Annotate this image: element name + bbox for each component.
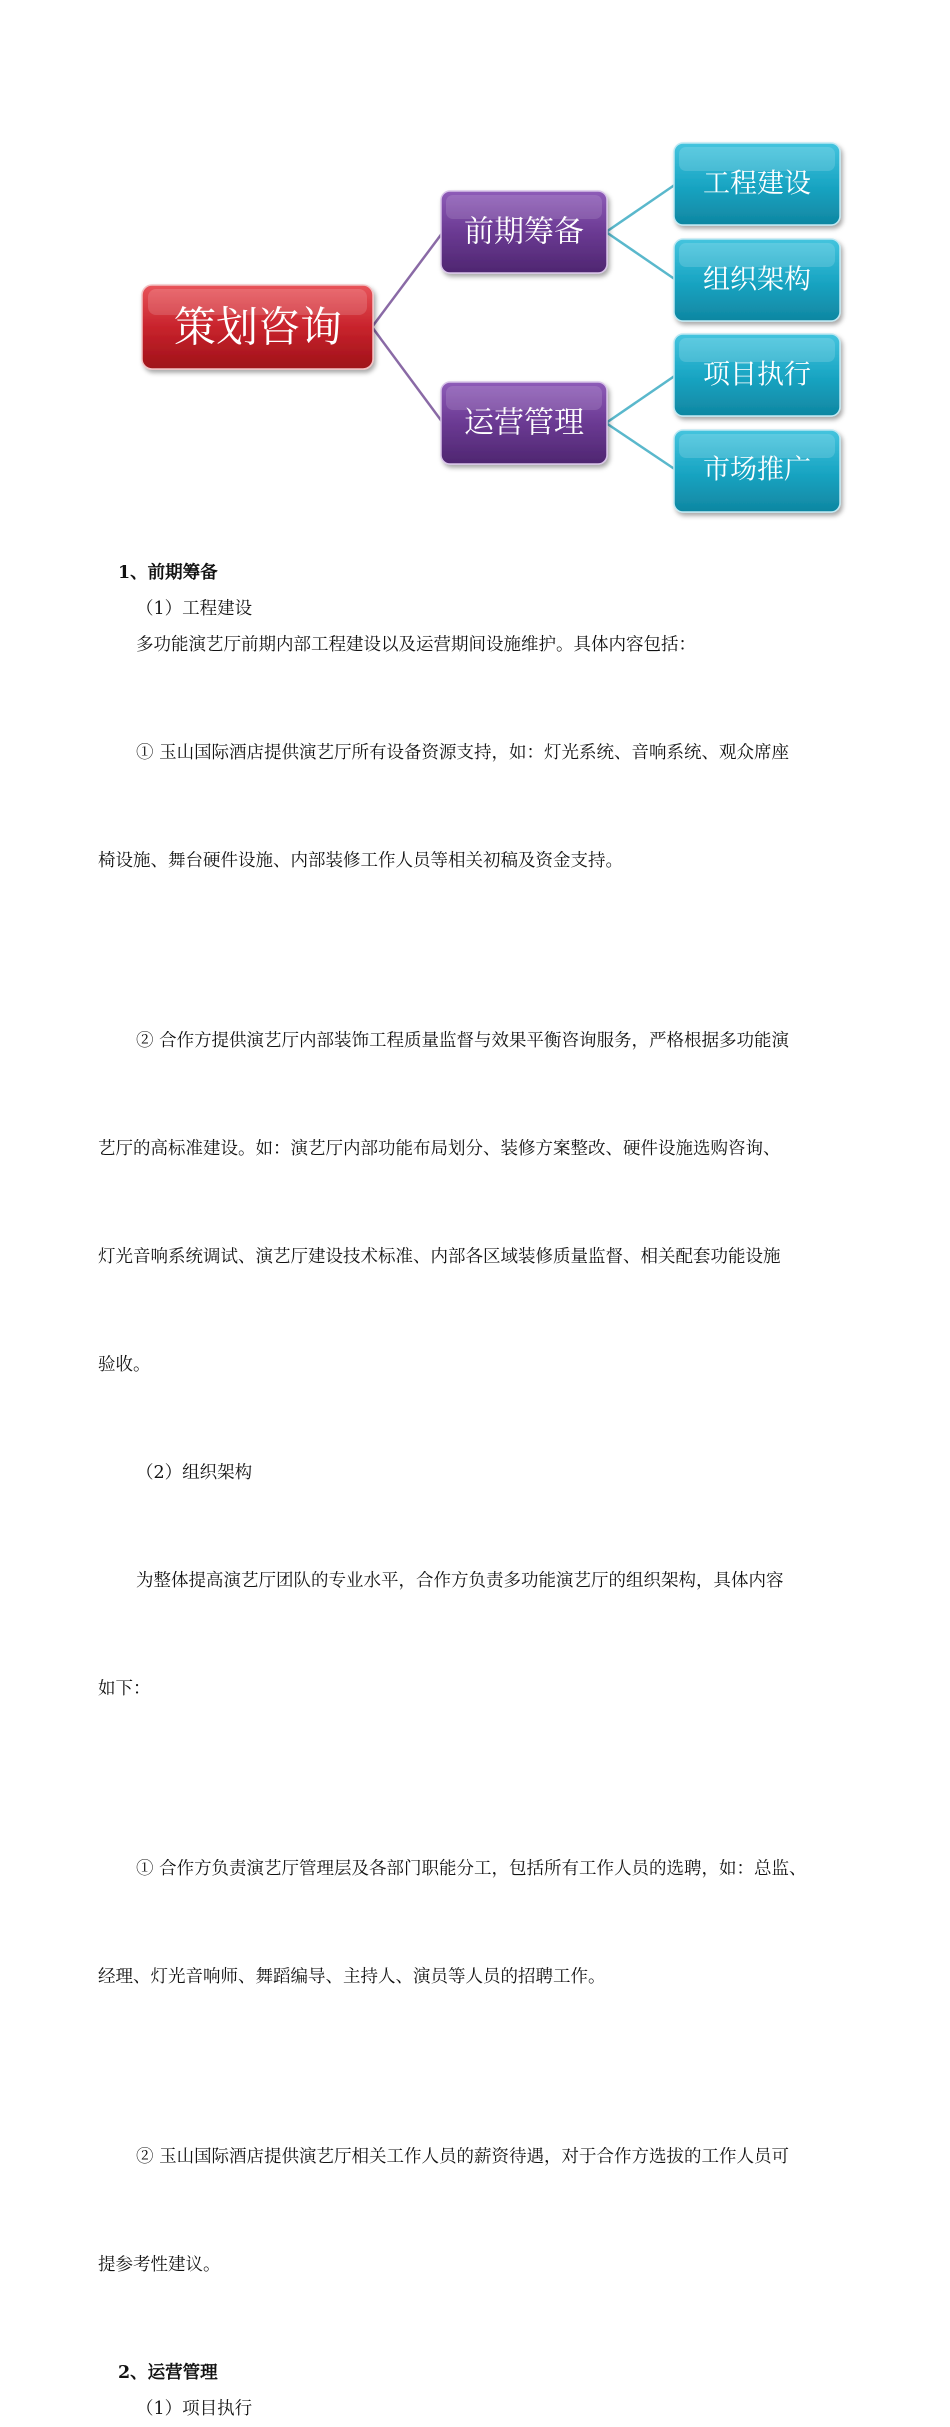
text-line: 艺厅的高标准建设。如：演艺厅内部功能布局划分、装修方案整改、硬件设施选购咨询、 [98, 1139, 781, 1159]
root-node [142, 285, 373, 369]
connector-operation-to-execution [606, 375, 676, 423]
heading-operation: 2、运营管理 [118, 2363, 218, 2383]
text-line: 验收。 [98, 1355, 151, 1375]
text-line: ① 玉山国际酒店提供演艺厅所有设备资源支持，如：灯光系统、音响系统、观众席座 [136, 743, 790, 763]
execution-node-label: 项目执行 [703, 359, 811, 391]
connector-preparation-to-engineering [606, 184, 676, 232]
text-line: ② 合作方提供演艺厅内部装饰工程质量监督与效果平衡咨询服务，严格根据多功能演 [136, 1031, 790, 1051]
text-line: 灯光音响系统调试、演艺厅建设技术标准、内部各区域装修质量监督、相关配套功能设施 [98, 1247, 781, 1267]
execution-node [674, 334, 840, 416]
marketing-node [674, 430, 840, 512]
engineering-node [674, 143, 840, 225]
document-body [98, 555, 863, 2427]
subheading-organization: （2）组织架构 [136, 1463, 253, 1483]
preparation-node-label: 前期筹备 [464, 214, 584, 250]
text-line: 椅设施、舞台硬件设施、内部装修工作人员等相关初稿及资金支持。 [98, 851, 623, 871]
engineering-node-label: 工程建设 [703, 168, 811, 200]
paragraph-engineering-intro: 多功能演艺厅前期内部工程建设以及运营期间设施维护。具体内容包括： [136, 635, 696, 655]
connector-operation-to-marketing [606, 423, 676, 470]
paragraph-engineering-item-2 [98, 951, 863, 1455]
text-line: 为整体提高演艺厅团队的专业水平，合作方负责多功能演艺厅的组织架构，具体内容 [136, 1571, 784, 1591]
operation-node-label: 运营管理 [464, 405, 584, 441]
root-node-label: 策划咨询 [173, 302, 343, 352]
connector-preparation-to-organization [606, 232, 676, 280]
operation-node [441, 382, 607, 464]
heading-preparation: 1、前期筹备 [118, 563, 218, 583]
organization-node-label: 组织架构 [703, 264, 811, 296]
text-line: ② 玉山国际酒店提供演艺厅相关工作人员的薪资待遇，对于合作方选拔的工作人员可 [136, 2147, 790, 2167]
preparation-node [441, 191, 607, 273]
text-line: 提参考性建议。 [98, 2255, 221, 2275]
text-line: 经理、灯光音响师、舞蹈编导、主持人、演员等人员的招聘工作。 [98, 1967, 606, 1987]
paragraph-organization-intro [98, 1491, 863, 1779]
paragraph-organization-item-1 [98, 1779, 863, 2067]
marketing-node-label: 市场推广 [703, 454, 811, 486]
connector-root-to-preparation [372, 232, 443, 327]
paragraph-engineering-item-1 [98, 663, 863, 951]
subheading-engineering: （1）工程建设 [136, 599, 253, 619]
organization-node [674, 239, 840, 321]
paragraph-organization-item-2 [98, 2067, 863, 2355]
text-line: ① 合作方负责演艺厅管理层及各部门职能分工，包括所有工作人员的选聘，如：总监、 [136, 1859, 807, 1879]
connector-root-to-operation [372, 327, 443, 423]
subheading-execution: （1）项目执行 [136, 2399, 253, 2419]
mind-map-diagram [0, 0, 950, 540]
text-line: 如下： [98, 1679, 151, 1699]
